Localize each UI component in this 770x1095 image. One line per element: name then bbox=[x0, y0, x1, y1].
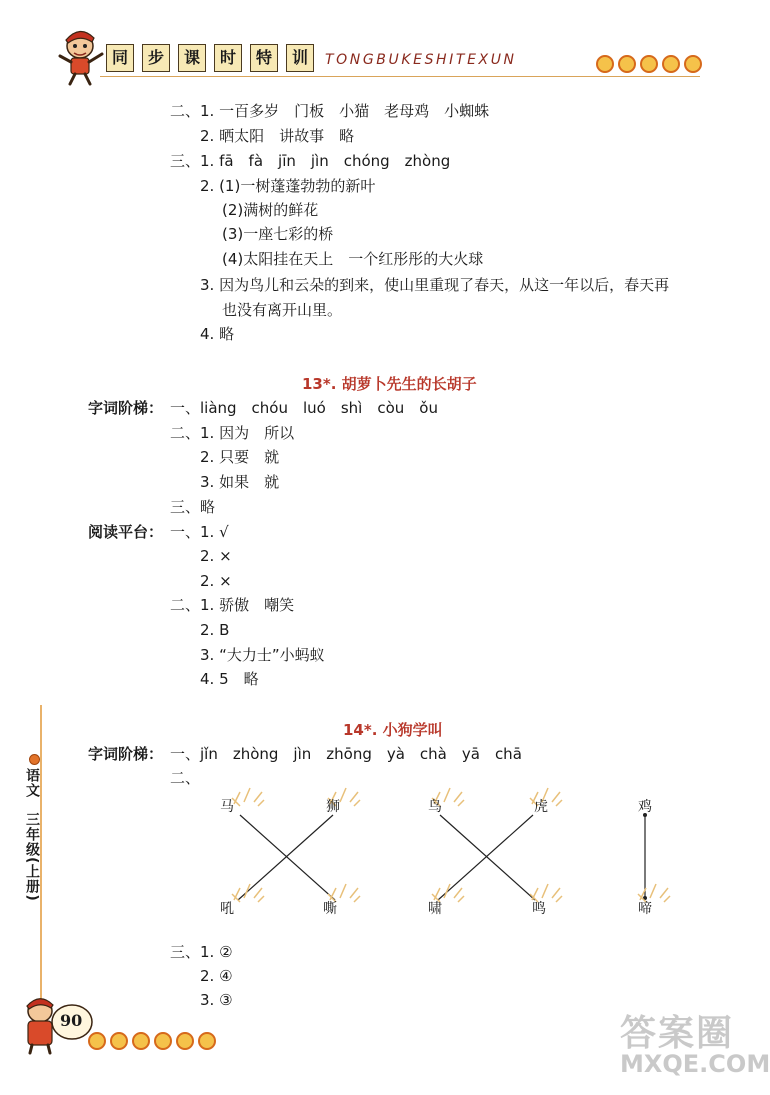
page-number: 90 bbox=[60, 1011, 83, 1030]
footer-dot-icon bbox=[110, 1032, 128, 1050]
header-char: 特 bbox=[250, 44, 278, 72]
answer-line: 3. 因为鸟儿和云朵的到来，使山里重现了春天，从这一年以后，春天再 bbox=[200, 276, 670, 294]
watermark-url: MXQE.COM bbox=[620, 1050, 770, 1078]
answer-line: (2)满树的鲜花 bbox=[222, 201, 319, 219]
answer-line: 三、略 bbox=[170, 498, 216, 516]
footer-dot-icon bbox=[176, 1032, 194, 1050]
answer-line: 二、1. 骄傲 嘲笑 bbox=[170, 596, 295, 614]
answer-line: 4. 5 略 bbox=[200, 670, 259, 688]
lesson-title: 13*. 胡萝卜先生的长胡子 bbox=[302, 375, 477, 393]
match-bottom-char: 嘶 bbox=[323, 901, 337, 917]
footer-dot-icon bbox=[154, 1032, 172, 1050]
sparkle-icon bbox=[230, 786, 266, 808]
answer-line: 二、 bbox=[170, 769, 201, 787]
answer-line: 一、1. √ bbox=[170, 523, 229, 541]
answer-line: 二、1. 一百多岁 门板 小猫 老母鸡 小蜘蛛 bbox=[170, 102, 490, 120]
answer-line: 2. B bbox=[200, 621, 230, 639]
answer-line: 一、liàng chóu luó shì còu ǒu bbox=[170, 399, 438, 417]
match-top-char: 虎 bbox=[534, 799, 548, 815]
answer-line: 2. 晒太阳 讲故事 略 bbox=[200, 127, 355, 145]
answer-line: 三、1. ② bbox=[170, 943, 233, 961]
side-grade: 三年级(上册) bbox=[24, 812, 40, 902]
answer-line: 二、1. 因为 所以 bbox=[170, 424, 295, 442]
section-label: 字词阶梯： bbox=[88, 745, 164, 763]
answer-line: 一、jǐn zhòng jìn zhōng yà chà yā chā bbox=[170, 745, 522, 763]
match-top-char: 鸟 bbox=[428, 799, 442, 815]
match-top-char: 狮 bbox=[326, 799, 340, 815]
answer-line: 3. 如果 就 bbox=[200, 473, 280, 491]
footer-dot-icon bbox=[198, 1032, 216, 1050]
answer-line: (4)太阳挂在天上 一个红彤彤的大火球 bbox=[222, 250, 484, 268]
watermark-text: 答案圈 bbox=[620, 1013, 735, 1054]
answer-line: 三、1. fā fà jīn jìn chóng zhòng bbox=[170, 152, 451, 170]
answer-line: 2. × bbox=[200, 547, 232, 565]
answer-line: 2. 只要 就 bbox=[200, 448, 280, 466]
header-char: 课 bbox=[178, 44, 206, 72]
header-latin: TONGBUKESHITEXUN bbox=[325, 52, 517, 68]
side-subject: 语文 bbox=[24, 768, 40, 798]
answer-line: 也没有离开山里。 bbox=[222, 301, 343, 319]
match-top-char: 马 bbox=[220, 799, 234, 815]
match-bottom-char: 吼 bbox=[220, 901, 234, 917]
match-bottom-char: 啼 bbox=[638, 901, 652, 917]
match-bottom-char: 啸 bbox=[428, 901, 442, 917]
header-char: 训 bbox=[286, 44, 314, 72]
answer-line: 3. “大力士”小蚂蚁 bbox=[200, 646, 325, 664]
footer-dot-icon bbox=[132, 1032, 150, 1050]
answer-line: 2. × bbox=[200, 572, 232, 590]
footer-dot-icon bbox=[88, 1032, 106, 1050]
sparkle-icon bbox=[230, 882, 266, 904]
answer-line: (3)一座七彩的桥 bbox=[222, 225, 334, 243]
section-label: 字词阶梯： bbox=[88, 399, 164, 417]
answer-line: 2. ④ bbox=[200, 967, 233, 985]
answer-line: 2. (1)一树蓬蓬勃勃的新叶 bbox=[200, 177, 376, 195]
match-top-char: 鸡 bbox=[638, 799, 652, 815]
header-char: 同 bbox=[106, 44, 134, 72]
side-dot-icon bbox=[29, 754, 40, 765]
match-bottom-char: 鸣 bbox=[532, 901, 546, 917]
answer-line: 3. ③ bbox=[200, 991, 233, 1009]
section-label: 阅读平台： bbox=[88, 523, 164, 541]
header-char: 步 bbox=[142, 44, 170, 72]
header-char: 时 bbox=[214, 44, 242, 72]
answer-line: 4. 略 bbox=[200, 325, 235, 343]
lesson-title: 14*. 小狗学叫 bbox=[343, 721, 443, 739]
